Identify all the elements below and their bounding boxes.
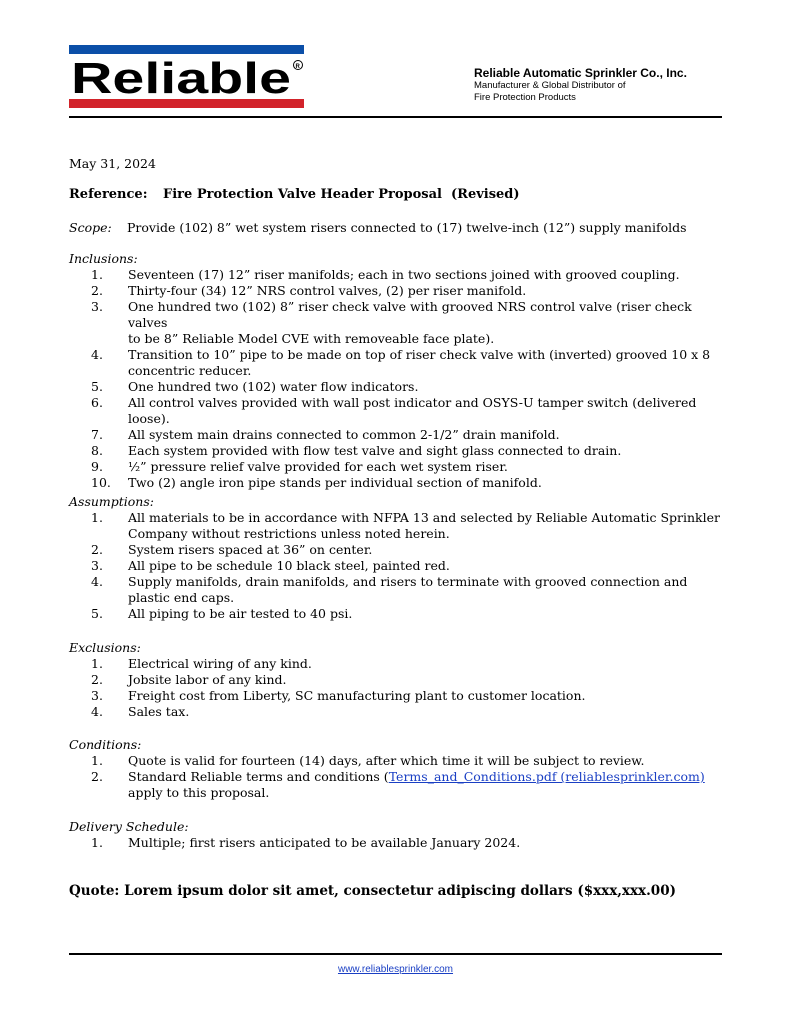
inclusions-title: Inclusions: xyxy=(69,251,138,266)
assumptions-list xyxy=(69,510,729,622)
list-text: Each system provided with flow test valve and sight glass connected to drain. xyxy=(128,443,622,458)
list-number: 10. xyxy=(91,475,111,490)
list-number: 8. xyxy=(91,443,103,458)
list-item xyxy=(69,283,729,299)
list-number: 4. xyxy=(91,574,103,589)
list-number: 1. xyxy=(91,656,103,671)
logo-wordmark xyxy=(69,57,304,97)
list-item xyxy=(69,835,729,851)
list-number: 3. xyxy=(91,688,103,703)
list-number: 5. xyxy=(91,379,103,394)
list-item xyxy=(69,769,729,801)
list-item xyxy=(69,542,729,558)
list-number: 1. xyxy=(91,835,103,850)
svg-text:R: R xyxy=(295,64,300,70)
list-text: One hundred two (102) water flow indicators. xyxy=(128,379,419,394)
list-item xyxy=(69,510,729,542)
list-text: Standard Reliable terms and conditions ( xyxy=(128,769,389,784)
list-number: 4. xyxy=(91,704,103,719)
list-text: One hundred two (102) 8” riser check valve with grooved NRS control valve (riser check valves xyxy=(128,299,692,330)
list-text: System risers spaced at 36” on center. xyxy=(128,542,373,557)
list-item xyxy=(69,379,729,395)
delivery-title: Delivery Schedule: xyxy=(69,819,189,834)
list-text: Freight cost from Liberty, SC manufacturing plant to customer location. xyxy=(128,688,586,703)
list-item xyxy=(69,459,729,475)
list-number: 7. xyxy=(91,427,103,442)
list-number: 9. xyxy=(91,459,103,474)
list-number: 4. xyxy=(91,347,103,362)
document-date: May 31, 2024 xyxy=(69,156,156,171)
list-text: Electrical wiring of any kind. xyxy=(128,656,312,671)
list-text: Quote is valid for fourteen (14) days, after which time it will be subject to review. xyxy=(128,753,645,768)
list-item xyxy=(69,656,729,672)
list-item xyxy=(69,443,729,459)
list-item xyxy=(69,475,729,491)
reliable-logo xyxy=(69,45,304,108)
scope-label: Scope: xyxy=(69,220,112,235)
list-text: ½” pressure relief valve provided for each wet system riser. xyxy=(128,459,508,474)
list-text: Two (2) angle iron pipe stands per individual section of manifold. xyxy=(128,475,542,490)
list-text: Company without restrictions unless noted herein. xyxy=(128,526,450,541)
list-text: All materials to be in accordance with NFPA 13 and selected by Reliable Automatic Sprinkler xyxy=(128,510,720,525)
list-item xyxy=(69,753,729,769)
inclusions-list xyxy=(69,267,729,491)
list-text: Sales tax. xyxy=(128,704,190,719)
footer-rule xyxy=(69,953,722,955)
header-rule xyxy=(69,116,722,118)
list-item xyxy=(69,574,729,606)
list-text: loose). xyxy=(128,411,170,426)
svg-text:Reliable: Reliable xyxy=(71,57,291,97)
list-text: Supply manifolds, drain manifolds, and risers to terminate with grooved connection and xyxy=(128,574,688,589)
list-number: 6. xyxy=(91,395,103,410)
list-item xyxy=(69,606,729,622)
company-tagline-1: Manufacturer & Global Distributor of xyxy=(474,80,626,91)
list-text: Transition to 10” pipe to be made on top of riser check valve with (inverted) grooved 10 x 8 xyxy=(128,347,711,362)
logo-blue-stripe xyxy=(69,45,304,54)
scope-line xyxy=(69,220,687,236)
company-name: Reliable Automatic Sprinkler Co., Inc. xyxy=(474,66,687,80)
list-number: 2. xyxy=(91,542,103,557)
list-number: 3. xyxy=(91,558,103,573)
list-item xyxy=(69,672,729,688)
list-number: 2. xyxy=(91,283,103,298)
reference-value: Fire Protection Valve Header Proposal (Revised) xyxy=(163,187,520,202)
list-number: 1. xyxy=(91,510,103,525)
list-item xyxy=(69,267,729,283)
list-number: 2. xyxy=(91,769,103,784)
delivery-list xyxy=(69,835,729,851)
exclusions-list xyxy=(69,656,729,720)
list-item xyxy=(69,688,729,704)
company-tagline-2: Fire Protection Products xyxy=(474,92,576,103)
list-text: Multiple; first risers anticipated to be available January 2024. xyxy=(128,835,521,850)
logo-red-stripe xyxy=(69,99,304,108)
list-text: Seventeen (17) 12” riser manifolds; each in two sections joined with grooved coupling. xyxy=(128,267,680,282)
list-text-line2: apply to this proposal. xyxy=(128,785,270,800)
list-text: Thirty-four (34) 12” NRS control valves, (2) per riser manifold. xyxy=(128,283,527,298)
list-number: 3. xyxy=(91,299,103,314)
conditions-list xyxy=(69,753,729,801)
company-info xyxy=(474,66,687,104)
list-number: 1. xyxy=(91,267,103,282)
list-text: plastic end caps. xyxy=(128,590,235,605)
scope-value: Provide (102) 8” wet system risers connected to (17) twelve-inch (12”) supply manifolds xyxy=(127,220,687,235)
list-item xyxy=(69,395,729,427)
terms-and-conditions-link[interactable]: Terms_and_Conditions.pdf (reliablesprinkler.com) xyxy=(388,769,705,784)
list-text: All system main drains connected to common 2-1/2” drain manifold. xyxy=(128,427,560,442)
list-item xyxy=(69,427,729,443)
reference-label: Reference: xyxy=(69,187,148,202)
assumptions-title: Assumptions: xyxy=(69,494,154,509)
footer-website-link[interactable]: www.reliablesprinkler.com xyxy=(337,964,454,975)
list-item xyxy=(69,347,729,379)
exclusions-title: Exclusions: xyxy=(69,640,141,655)
list-item xyxy=(69,704,729,720)
list-number: 2. xyxy=(91,672,103,687)
list-number: 1. xyxy=(91,753,103,768)
list-item xyxy=(69,299,729,347)
list-text: Jobsite labor of any kind. xyxy=(128,672,287,687)
list-number: 5. xyxy=(91,606,103,621)
list-text: to be 8” Reliable Model CVE with removeable face plate). xyxy=(128,331,495,346)
list-text: All pipe to be schedule 10 black steel, painted red. xyxy=(128,558,450,573)
conditions-title: Conditions: xyxy=(69,737,142,752)
list-text: All control valves provided with wall post indicator and OSYS-U tamper switch (delivered xyxy=(128,395,697,410)
list-item xyxy=(69,558,729,574)
quote-line: Quote: Lorem ipsum dolor sit amet, consectetur adipiscing dollars ($xxx,xxx.00) xyxy=(69,883,676,899)
list-text: All piping to be air tested to 40 psi. xyxy=(128,606,353,621)
list-text: concentric reducer. xyxy=(128,363,252,378)
reference-line xyxy=(69,187,520,203)
